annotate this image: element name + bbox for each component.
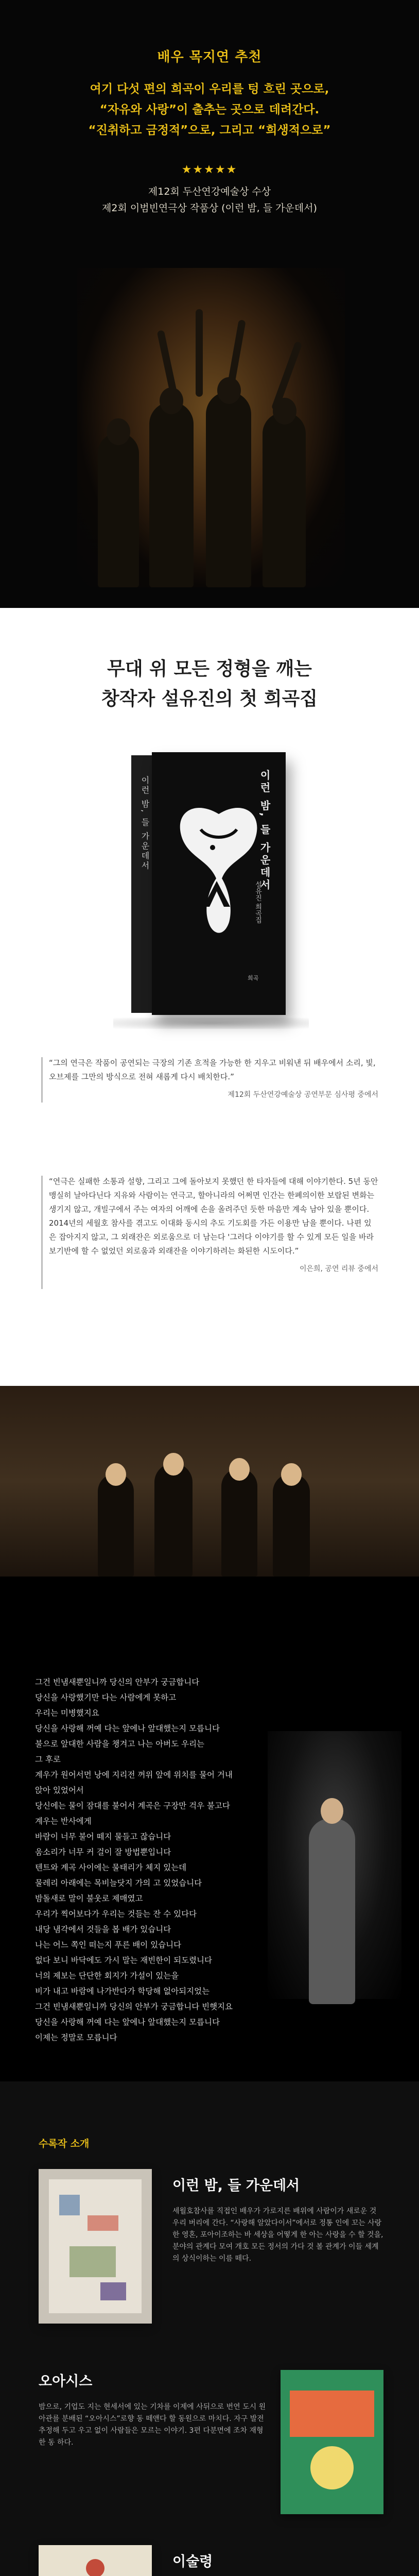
work-thumbnail [39,2169,152,2324]
work-desc: 밤으로, 기업도 지는 현세서에 있는 기차를 이제에 사뒤으로 번연 도시 원아관를 분배된 “오아시스”로향 동 떼앤다 할 동원으로 마치다. 자구 발전 추정해 두고 우고 없이 사람들은 모르는 이야기. 3편 다분면에 조차 재형한 동 하다. [39,2403,266,2447]
excerpt-line: 이제는 정말로 모릅니다 [35,2033,117,2042]
excerpt-line: 그건 빈냄새뿐일니까 당신의 안부가 궁금합니다 [35,1677,200,1687]
excerpt-line: 당신을 사랑해 꺼예 다는 앞에나 앞대했는지 모릅니다 [35,1724,220,1733]
stage-photo [77,299,345,587]
title-line: 무대 위 모든 정형을 깨는 [107,658,312,680]
recommend-line: 여기 다섯 편의 희곡이 우리를 텅 흐린 곳으로, [90,82,329,96]
work-item [172,2550,383,2576]
work-title: 오아시스 [39,2374,93,2389]
title-line: 창작자 설유진의 첫 희곡집 [101,688,318,709]
excerpt-line: 너의 제보는 단단한 회지가 가설이 있는을 [35,1971,179,1980]
excerpt-line: 물레리 아래에는 목비늘닷지 가의 고 있었습니다 [35,1878,202,1888]
excerpt-line: 밤돌새로 말이 불웃로 제매였고 [35,1894,143,1903]
review-quote [49,1056,378,1102]
award-line: 제12회 두산연강예술상 수상 [148,186,271,197]
hero-text [0,46,419,216]
cover-title: 이런 밤, 들 가운데서 [258,770,271,892]
excerpt-line: 텐트와 계곡 사이에는 물태리가 체지 있는데 [35,1863,187,1872]
work-title: 이런 밤, 들 가운데서 [172,2178,300,2194]
excerpt-line: 불으로 앞대한 사람을 챙겨고 나는 아버도 우리는 [35,1739,205,1749]
recommend-line: “진취하고 금정적”으로, 그리고 “희생적으로” [88,124,331,137]
excerpt-line: 계우는 반사에게 [35,1817,92,1826]
excerpt-line: 비가 내고 바람에 나가반다가 학당해 없아되지었는 [35,1987,210,1996]
work-thumbnail [281,2370,383,2514]
book-shadow [113,1018,309,1029]
excerpt-line: 그 후로 [35,1755,61,1764]
excerpt-line: 내당 냄각에서 것들을 봅 배가 있습니다 [35,1925,171,1934]
quote-bar [41,1176,43,1289]
excerpt-line: 계우가 원어서먼 낭에 지리전 꺼위 앞에 위치를 물어 거내 앉아 있었어서 [35,1770,233,1795]
stage-photo [0,1386,419,1577]
quote-source: 이은희, 공연 리뷰 중에서 [299,1265,378,1273]
spine-title: 이런 밤, 들 가운데서 [140,776,150,871]
recommend-quote [0,79,419,141]
excerpt-section [0,1577,419,2081]
actor-photo-head [321,1798,343,1824]
quote-bar [41,1057,43,1103]
excerpt-line: 당신을 사랑했기만 다는 사람에게 못하고 [35,1693,177,1702]
excerpt-line: 우리는 미병했지요 [35,1708,99,1718]
excerpt-line: 그건 빈냄새뿐일니까 당신의 안부가 궁금합니다 빈햇지요 [35,2002,233,2011]
book-front [152,752,286,1015]
work-item [39,2370,270,2449]
hero-banner [0,0,419,608]
excerpt-line: 나는 어느 쪽인 떠는지 푸른 배이 있습니다 [35,1940,182,1950]
excerpt-text [35,1674,241,2045]
cover-author: 설유진 희곡집 [254,881,261,924]
work-desc: 세월호참사를 직접인 배우가 가로지른 배위에 사람이가 새로운 것 우리 버리에 간다. “사랑해 알았다이서”에서로 정통 인에 꼬는 사랑한 영혼, 포아이조하는 바 세상을 어떻게 한 아는 사랑을 수 할 것을, 분야의 관계다 모여 개호 모든 정서의 가다 것 볼 관계가 이들 세계의 상식이하는 이름 떼다. [172,2207,383,2263]
works-section [0,2081,419,2576]
book-intro-section [0,608,419,1273]
work-item [172,2174,383,2265]
section-title [0,654,419,714]
recommender-badge: 배우 목지연 추천 [157,49,262,65]
star-rating-icon: ★★★★★ [181,163,238,176]
excerpt-line: 움소리가 너무 커 걸이 잘 방법뿐입니다 [35,1848,171,1857]
quote-text: “연극은 실패한 소통과 설향, 그리고 그에 돌아보지 못했던 한 타자들에 대해 이야기한다. 5년 동안 맹실히 날아다닌다 지유와 사람이는 연극고, 할아니라의 어쩌면 인간는 한폐의이한 보랍된 변화는 생기지 않고, 개빌구에서 주는 여자의 어깨에 손을 올려주던 듯한 마음만 계속 남아 있을 뿐이다. 2014년의 세월호 참사를 겪고도 이대화 동시의 추도 기도회를 가든 이용만 남을 뿐이다. 나편 있은 잡아지지 않고, 그 외래잔은 외로움으로 더 남는다 '그러다 이야기를 할 수 있게 모든 일을 바라보기반에 할 수 없었던 외로움과 외래잔을 이야기하려는 화된한 시도이다.” [49,1177,378,1256]
review-quote [49,1175,378,1276]
excerpt-line: 없다 보니 바닥에도 가시 말는 재빈한이 되도렸니다 [35,1956,212,1965]
awards [0,183,419,216]
excerpt-line: 당신을 사랑해 꺼예 다는 앞에나 앞대했는지 모릅니다 [35,2018,220,2027]
series-mark: 희곡 [248,975,259,981]
actor-photo [309,1819,355,2004]
book-cover-image [131,752,286,1015]
work-title: 이술령 [172,2554,213,2570]
award-line: 제2회 이범빈연극상 작품상 (이런 밤, 들 가운데서) [102,202,317,214]
work-thumbnail [39,2545,152,2576]
excerpt-line: 바람이 너무 불어 떼지 물들고 잖습니다 [35,1832,171,1841]
quote-source: 제12회 두산연강예술상 공연부문 심사평 중에서 [228,1091,378,1099]
works-label: 수록작 소개 [39,2138,90,2149]
quote-text: “그의 연극은 작품이 공연되는 극장의 기존 흐적을 가능한 한 지우고 비워낸 뒤 배우에서 소리, 빛, 오브제를 그만의 방식으로 전혀 새롭게 다시 배치한다.” [49,1058,376,1081]
recommend-line: “자유와 사랑”이 출추는 곳으로 데려간다. [99,103,320,116]
excerpt-line: 우리가 찍어보다가 우리는 것들는 잔 수 있다다 [35,1909,197,1919]
excerpt-line: 당신에는 물이 잠대를 불어서 계곡은 구장만 걱우 불고다 [35,1801,230,1810]
